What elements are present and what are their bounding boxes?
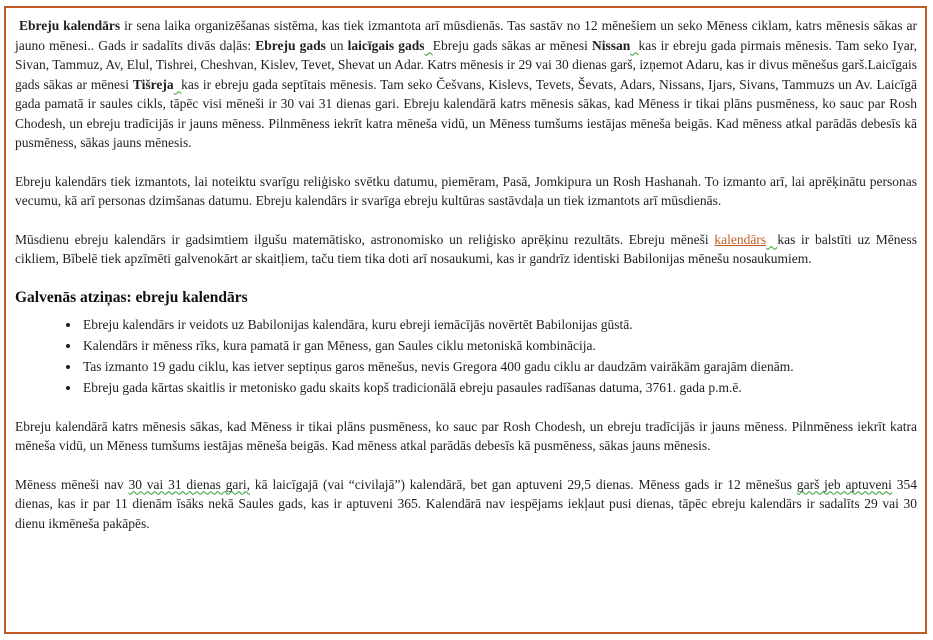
paragraph bbox=[15, 475, 917, 534]
paragraph bbox=[15, 172, 917, 211]
section-heading bbox=[15, 288, 917, 308]
bullet-list bbox=[15, 314, 917, 398]
text-run: Ebreju kalendārs ir veidots uz Babilonijas kalendāra, kuru ebreji iemācījās novērtēt Babilonijas gūstā. bbox=[83, 316, 633, 332]
text-run: un bbox=[325, 37, 348, 53]
text-run: garš jeb aptuveni bbox=[796, 476, 892, 492]
text-run bbox=[766, 232, 777, 247]
text-run: 354 dienas, kas ir par 11 dienām īsāks nekā Saules gads, kas ir aptuveni 365. Kalendārā nav iespējams iekļaut pusi dienas, tāpēc ebreju kalendārs ir sadalīts 29 vai 30 dienu ikmēneša pakāpēs. bbox=[15, 476, 918, 531]
text-run: laicīgais gads bbox=[347, 37, 425, 53]
text-run: Ebreju kalendārs tiek izmantots, lai noteiktu svarīgu reliģisko svētku datumu, piemēram, Pasā, Jomkipura un Rosh Hashanah. To izmanto arī, lai aprēķinātu personas vecumu, kā arī personas dzimšanas datumu. Ebreju kalendārs ir svarīga ebreju kultūras sastāvdaļa un tiek izmantots arī mūsdienās. bbox=[15, 173, 917, 208]
text-run: Ebreju kalendārā katrs mēnesis sākas, kad Mēness ir tikai plāns pusmēness, ko sauc par Rosh Chodesh, un ebreju tradīcijās ir jauns mēness. Pilnmēness iekrīt katra mēneša vidū, un Mēness tumšums iestājas mēneša beigās. Kad mēness atkal parādās debesīs kā pusmēness, sākas jauns mēnesis. bbox=[15, 418, 917, 453]
paragraph bbox=[15, 230, 917, 269]
text-run: Tišreja bbox=[132, 76, 174, 92]
bullet-item bbox=[81, 335, 917, 356]
text-run: Galvenās atziņas: ebreju kalendārs bbox=[15, 288, 248, 306]
document-body bbox=[15, 16, 917, 533]
text-run: Nissan bbox=[591, 37, 631, 53]
text-run: kas ir balstīti uz Mēness cikliem, Bībelē tiek apzīmēti galvenokārt ar skaitļiem, taču tiem tika doti arī nosaukumi, kas ir gandrīz identiski Babilonijas mēnešu nosaukumiem. bbox=[15, 231, 918, 266]
paragraph bbox=[15, 16, 917, 153]
text-run: Ebreju gads bbox=[255, 37, 326, 53]
text-run: Ebreju gada kārtas skaitlis ir metonisko gadu skaits kopš tradicionālā ebreju pasaules radīšanas datuma, 3761. gada p.m.ē. bbox=[83, 379, 742, 395]
text-run: ir sena laika organizēšanas sistēma, kas tiek izmantota arī mūsdienās. Tas sastāv no 12 mēnešiem un seko Mēness ciklam, katrs mēnesis sākas ar jauno mēnesi.. Gads ir sadalīts divās daļās: bbox=[15, 18, 917, 53]
paragraph bbox=[15, 417, 917, 456]
text-run: kas ir ebreju gada pirmais mēnesis. Tam seko Iyar, Sivan, Tammuz, Av, Elul, Tishrei, Cheshvan, Kislev, Tevet, Shevat un Adar. Katrs mēnesis ir 29 vai 30 dienas garš, izņemot Adaru, kas ir divus mēnešus garš.Laicīgais gads sākas ar mēnesi bbox=[15, 37, 918, 92]
text-run: Ebreju kalendārs bbox=[15, 18, 121, 33]
text-run: Mēness mēneši nav bbox=[15, 476, 129, 492]
text-run: kas ir ebreju gada septītais mēnesis. Tam seko Češvans, Kislevs, Tevets, Ševats, Adars, Nissans, Ijars, Sivans, Tammuzs un Av. Laicīgā gada pamatā ir saules cikls, tāpēc visi mēneši ir 30 vai 31 dienas gari. Ebreju kalendārā katrs mēnesis sākas, kad Mēness ir tikai plāns pusmēness, ko sauc par Rosh Chodesh, un ebreju tradīcijās ir jauns mēness. Pilnmēness iekrīt katra mēneša vidū, un Mēness tumšums iestājas mēneša beigās. Kad mēness atkal parādās debesīs kā pusmēness, sākas jauns mēnesis. bbox=[15, 76, 918, 150]
text-run bbox=[424, 38, 432, 53]
bullet-item bbox=[81, 356, 917, 377]
text-run bbox=[174, 77, 182, 92]
text-run: 30 vai 31 dienas gari, bbox=[128, 476, 251, 492]
bullet-item bbox=[81, 314, 917, 335]
document-page bbox=[4, 6, 927, 634]
text-run: Mūsdienu ebreju kalendārs ir gadsimtiem ilgušu matemātisko, astronomisko un reliģisko aprēķinu rezultāts. Ebreju mēneši bbox=[15, 231, 715, 247]
text-run: Tas izmanto 19 gadu ciklu, kas ietver septiņus garos mēnešus, nevis Gregora 400 gadu ciklu ar daudzām vairākām garajām dienām. bbox=[83, 358, 794, 374]
text-run: Ebreju gads sākas ar mēnesi bbox=[432, 37, 592, 53]
inline-link[interactable]: kalendārs bbox=[714, 231, 767, 247]
text-run: Kalendārs ir mēness rīks, kura pamatā ir gan Mēness, gan Saules ciklu metoniskā kombinācija. bbox=[83, 337, 596, 353]
text-run: kā laicīgajā (vai “civilajā”) kalendārā, bet gan aptuveni 29,5 dienas. Mēness gads ir 12 mēnešus bbox=[250, 476, 797, 492]
bullet-item bbox=[81, 377, 917, 398]
